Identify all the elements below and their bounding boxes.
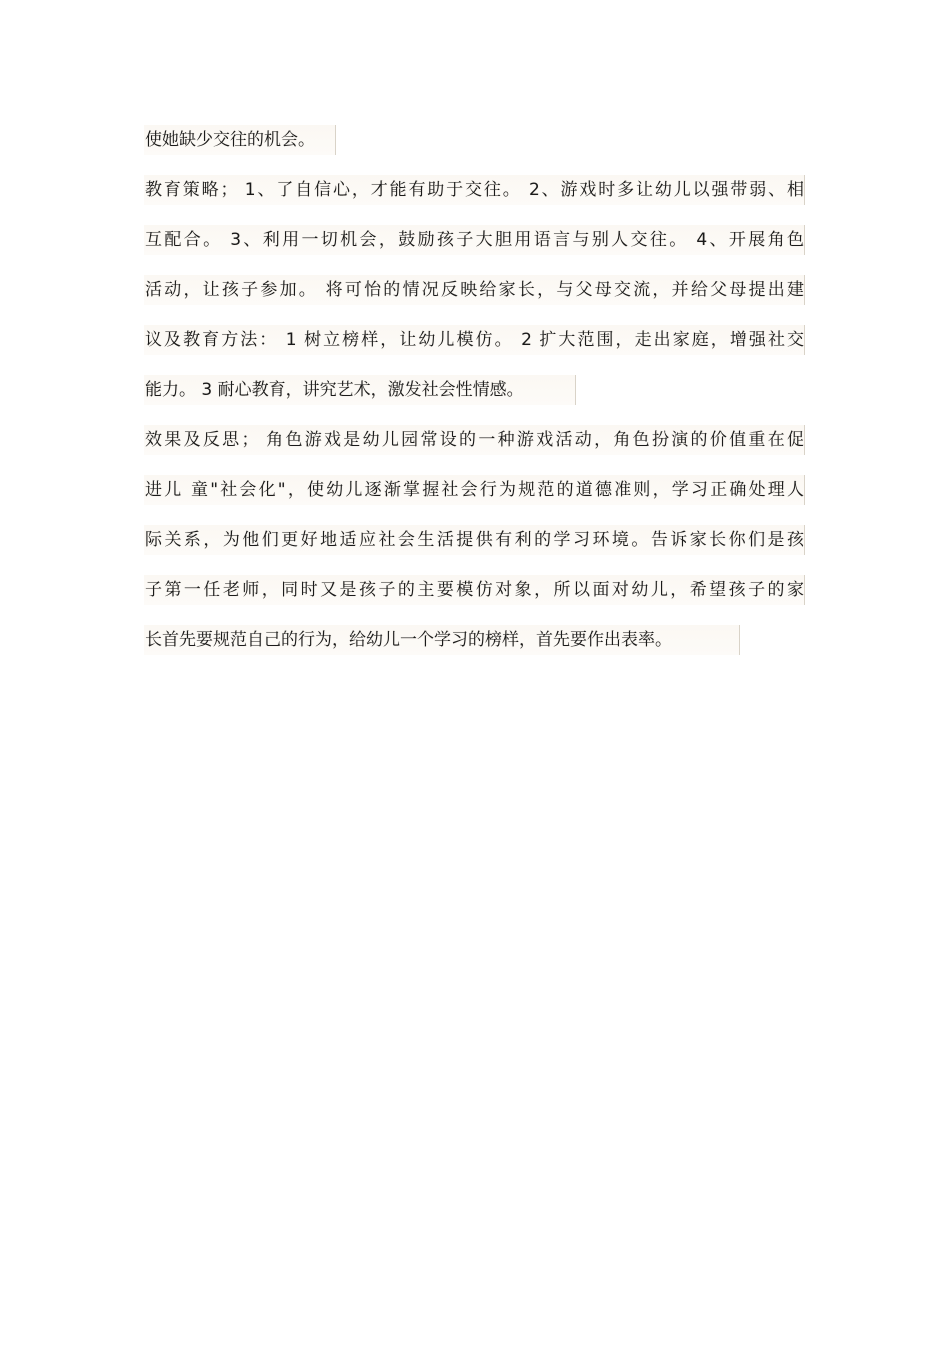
text-line-7: 效果及反思； 角色游戏是幼儿园常设的一种游戏活动，角色扮演的价值重在促 (144, 425, 805, 455)
text-line-10: 子第一任老师，同时又是孩子的主要模仿对象，所以面对幼儿，希望孩子的家 (144, 575, 805, 605)
text-line-1: 使她缺少交往的机会。 (144, 125, 336, 155)
text-line-3: 互配合。 3、利用一切机会，鼓励孩子大胆用语言与别人交往。 4、开展角色 (144, 225, 805, 255)
text-line-11: 长首先要规范自己的行为，给幼儿一个学习的榜样，首先要作出表率。 (144, 625, 740, 655)
text-line-8: 进儿 童"社会化"，使幼儿逐渐掌握社会行为规范的道德准则，学习正确处理人 (144, 475, 805, 505)
text-line-4: 活动，让孩子参加。 将可怡的情况反映给家长，与父母交流，并给父母提出建 (144, 275, 805, 305)
text-line-5: 议及教育方法： 1 树立榜样，让幼儿模仿。 2 扩大范围，走出家庭，增强社交 (144, 325, 805, 355)
text-line-2: 教育策略； 1、了自信心，才能有助于交往。 2、游戏时多让幼儿以强带弱、相 (144, 175, 805, 205)
text-line-6: 能力。 3 耐心教育，讲究艺术，激发社会性情感。 (144, 375, 576, 405)
text-line-9: 际关系，为他们更好地适应社会生活提供有利的学习环境。告诉家长你们是孩 (144, 525, 805, 555)
